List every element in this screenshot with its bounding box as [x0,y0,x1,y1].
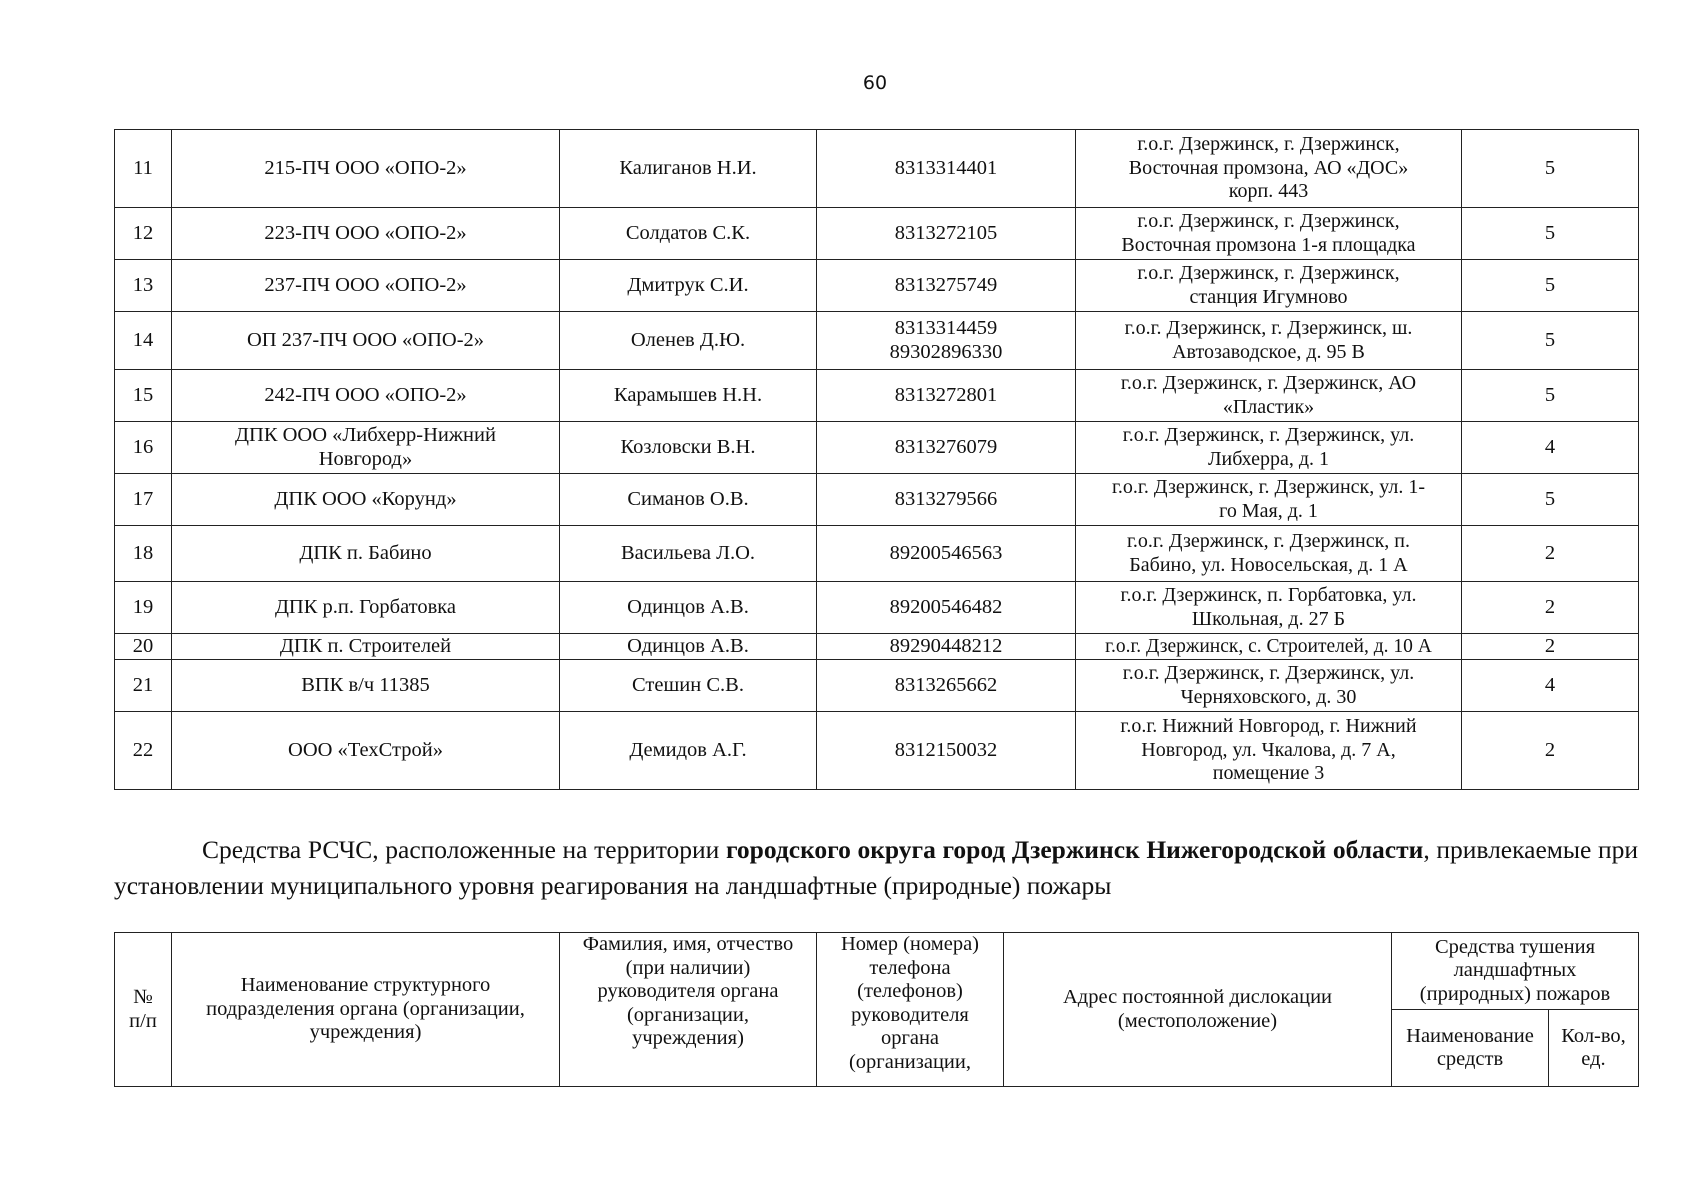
address: г.о.г. Дзержинск, г. Дзержинск, Восточная промзона 1-я площадка [1076,208,1462,260]
phone-number: 89200546482 [817,582,1076,634]
table-row [115,526,1639,582]
count: 4 [1462,660,1639,712]
row-number: 19 [115,582,172,634]
heading-text-part2: , привлекаемые при установлении муниципального уровня реагирования на ландшафтные (природные) пожары [114,835,1639,900]
header-phone: Номер (номера) телефона (телефонов) руководителя органа (организации, [817,933,1004,1087]
address: г.о.г. Дзержинск, г. Дзержинск, ш. Автозаводское, д. 95 В [1076,312,1462,370]
row-number: 21 [115,660,172,712]
address: г.о.г. Дзержинск, с. Строителей, д. 10 А [1076,634,1462,660]
head-name: Оленев Д.Ю. [560,312,817,370]
unit-name: ДПК ООО «Корунд» [172,474,560,526]
phone-number: 8313279566 [817,474,1076,526]
heading-text-bold: городского округа город Дзержинск Нижегородской области [725,835,1424,864]
page-number: 60 [862,72,888,94]
row-number: 11 [115,130,172,208]
phone-number: 89200546563 [817,526,1076,582]
table-row [115,422,1639,474]
header-means-name: Наименование средств [1392,1010,1549,1087]
head-name: Васильева Л.О. [560,526,817,582]
count: 5 [1462,312,1639,370]
count: 5 [1462,260,1639,312]
fire-units-table-body [115,130,1639,790]
header-num: № п/п [115,933,172,1087]
header-head: Фамилия, имя, отчество (при наличии) руководителя органа (организации, учреждения) [560,933,817,1087]
count: 2 [1462,634,1639,660]
unit-name: 223-ПЧ ООО «ОПО-2» [172,208,560,260]
header-means-group: Средства тушения ландшафтных (природных) пожаров [1392,933,1639,1010]
phone-number: 8313314459 89302896330 [817,312,1076,370]
unit-name: ОП 237-ПЧ ООО «ОПО-2» [172,312,560,370]
unit-name: 215-ПЧ ООО «ОПО-2» [172,130,560,208]
fire-units-table [114,129,1639,790]
header-unit: Наименование структурного подразделения органа (организации, учреждения) [172,933,560,1087]
phone-number: 8313276079 [817,422,1076,474]
head-name: Дмитрук С.И. [560,260,817,312]
row-number: 15 [115,370,172,422]
unit-name: ДПК п. Строителей [172,634,560,660]
table-row [115,712,1639,790]
phone-number: 8313272801 [817,370,1076,422]
address: г.о.г. Дзержинск, г. Дзержинск, ул. Либхерра, д. 1 [1076,422,1462,474]
phone-number: 8313265662 [817,660,1076,712]
count: 5 [1462,130,1639,208]
table-row [115,634,1639,660]
head-name: Стешин С.В. [560,660,817,712]
head-name: Одинцов А.В. [560,582,817,634]
address: г.о.г. Нижний Новгород, г. Нижний Новгород, ул. Чкалова, д. 7 А, помещение 3 [1076,712,1462,790]
table-row [115,208,1639,260]
phone-number: 8312150032 [817,712,1076,790]
unit-name: ДПК ООО «Либхерр-Нижний Новгород» [172,422,560,474]
unit-name: ООО «ТехСтрой» [172,712,560,790]
count: 5 [1462,474,1639,526]
table-row [115,582,1639,634]
table-row [115,474,1639,526]
row-number: 16 [115,422,172,474]
count: 2 [1462,582,1639,634]
row-number: 14 [115,312,172,370]
row-number: 22 [115,712,172,790]
count: 4 [1462,422,1639,474]
head-name: Солдатов С.К. [560,208,817,260]
unit-name: ВПК в/ч 11385 [172,660,560,712]
unit-name: 237-ПЧ ООО «ОПО-2» [172,260,560,312]
row-number: 20 [115,634,172,660]
address: г.о.г. Дзержинск, г. Дзержинск, ул. Черняховского, д. 30 [1076,660,1462,712]
head-name: Симанов О.В. [560,474,817,526]
head-name: Козловски В.Н. [560,422,817,474]
phone-number: 8313314401 [817,130,1076,208]
row-number: 13 [115,260,172,312]
phone-number: 8313272105 [817,208,1076,260]
count: 5 [1462,208,1639,260]
table-row [115,130,1639,208]
head-name: Калиганов Н.И. [560,130,817,208]
address: г.о.г. Дзержинск, г. Дзержинск, п. Бабино, ул. Новосельская, д. 1 А [1076,526,1462,582]
head-name: Одинцов А.В. [560,634,817,660]
row-number: 18 [115,526,172,582]
header-address: Адрес постоянной дислокации (местоположение) [1004,933,1392,1087]
phone-number: 89290448212 [817,634,1076,660]
address: г.о.г. Дзержинск, г. Дзержинск, станция Игумново [1076,260,1462,312]
row-number: 12 [115,208,172,260]
unit-name: ДПК р.п. Горбатовка [172,582,560,634]
table-row [115,660,1639,712]
table-row [115,260,1639,312]
address: г.о.г. Дзержинск, г. Дзержинск, Восточная промзона, АО «ДОС» корп. 443 [1076,130,1462,208]
unit-name: 242-ПЧ ООО «ОПО-2» [172,370,560,422]
head-name: Демидов А.Г. [560,712,817,790]
heading-text-part1: Средства РСЧС, расположенные на территории [202,835,726,864]
count: 2 [1462,526,1639,582]
section-heading [114,832,1638,904]
address: г.о.г. Дзержинск, г. Дзержинск, АО «Пластик» [1076,370,1462,422]
unit-name: ДПК п. Бабино [172,526,560,582]
count: 2 [1462,712,1639,790]
header-means-count: Кол-во, ед. [1549,1010,1639,1087]
table-row [115,312,1639,370]
row-number: 17 [115,474,172,526]
count: 5 [1462,370,1639,422]
table-row [115,370,1639,422]
head-name: Карамышев Н.Н. [560,370,817,422]
address: г.о.г. Дзержинск, г. Дзержинск, ул. 1-го Мая, д. 1 [1076,474,1462,526]
phone-number: 8313275749 [817,260,1076,312]
landscape-fire-means-table [114,932,1639,1087]
address: г.о.г. Дзержинск, п. Горбатовка, ул. Школьная, д. 27 Б [1076,582,1462,634]
